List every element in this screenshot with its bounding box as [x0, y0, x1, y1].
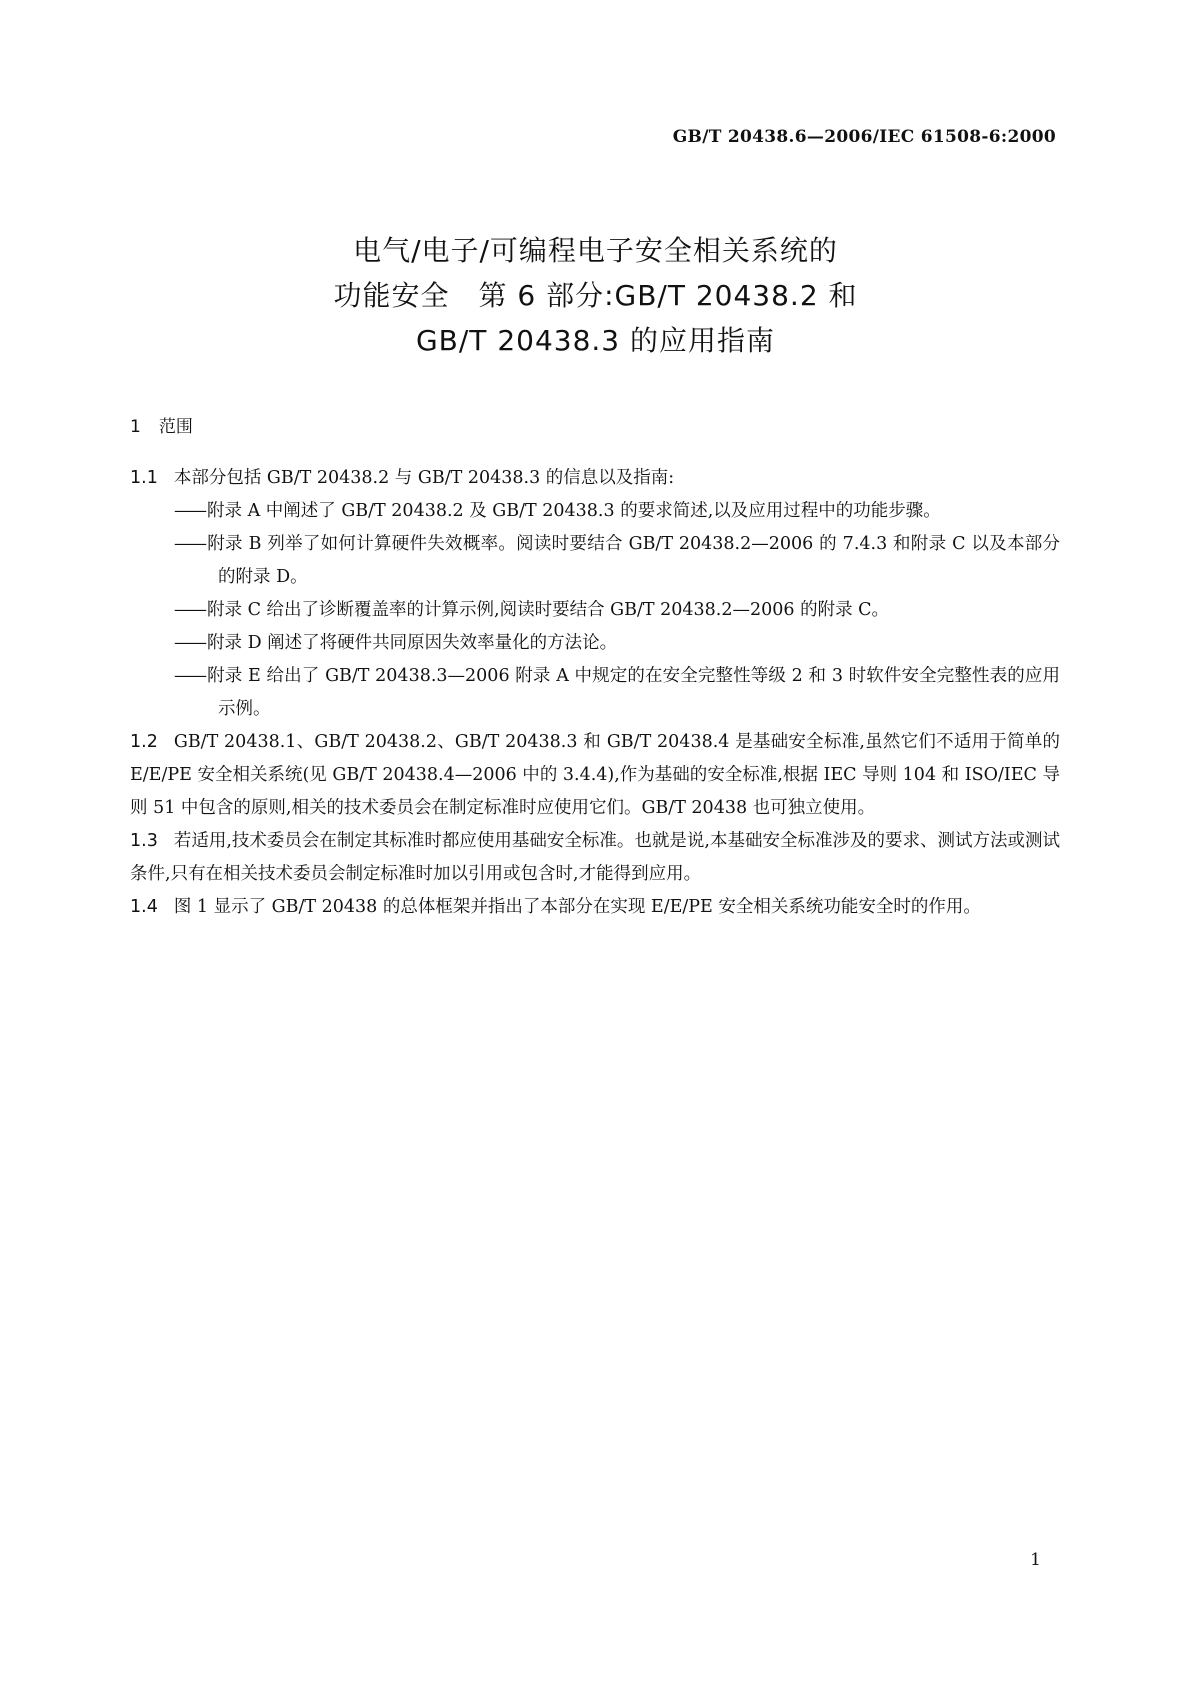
list-item [174, 594, 1060, 627]
title-line-3: GB/T 20438.3 的应用指南 [415, 324, 776, 357]
dash-marker: —— [174, 666, 205, 686]
list-item-text: 附录 A 中阐述了 GB/T 20438.2 及 GB/T 20438.3 的要求简述,以及应用过程中的功能步骤。 [207, 501, 941, 521]
clause-text: 若适用,技术委员会在制定其标准时都应使用基础安全标准。也就是说,本基础安全标准涉及的要求、测试方法或测试条件,只有在相关技术委员会制定标准时加以引用或包含时,才能得到应用。 [130, 831, 1060, 884]
dash-marker: —— [174, 534, 205, 554]
title-line-2: 功能安全 第 6 部分:GB/T 20438.2 和 [333, 279, 858, 312]
document-body [130, 462, 1060, 924]
clause-1-4 [130, 891, 1060, 924]
list-item [174, 627, 1060, 660]
list-item [174, 495, 1060, 528]
dash-marker: —— [174, 633, 205, 653]
clause-number: 1.4 [130, 897, 158, 917]
clause-number: 1.1 [130, 468, 158, 488]
clause-1-2 [130, 726, 1060, 825]
dash-marker: —— [174, 600, 205, 620]
list-item [174, 660, 1060, 726]
clause-number: 1.3 [130, 831, 158, 851]
section-title: 范围 [158, 417, 193, 437]
section-heading [130, 412, 193, 437]
list-item-text: 附录 D 阐述了将硬件共同原因失效率量化的方法论。 [207, 633, 618, 653]
page-number: 1 [1030, 1550, 1041, 1570]
list-item-text: 附录 C 给出了诊断覆盖率的计算示例,阅读时要结合 GB/T 20438.2—2006 的附录 C。 [207, 600, 890, 620]
document-title [0, 228, 1191, 363]
dash-marker: —— [174, 501, 205, 521]
clause-1-3 [130, 825, 1060, 891]
clause-1-1 [130, 462, 1060, 495]
title-line-1: 电气/电子/可编程电子安全相关系统的 [353, 234, 838, 267]
clause-text: 本部分包括 GB/T 20438.2 与 GB/T 20438.3 的信息以及指南: [173, 468, 675, 488]
standard-code: GB/T 20438.6—2006/IEC 61508-6:2000 [672, 127, 1056, 147]
list-item-text: 附录 E 给出了 GB/T 20438.3—2006 附录 A 中规定的在安全完整性等级 2 和 3 时软件安全完整性表的应用示例。 [207, 666, 1060, 719]
list-item-text: 附录 B 列举了如何计算硬件失效概率。阅读时要结合 GB/T 20438.2—2006 的 7.4.3 和附录 C 以及本部分的附录 D。 [207, 534, 1060, 587]
section-number: 1 [130, 417, 141, 437]
clause-text: 图 1 显示了 GB/T 20438 的总体框架并指出了本部分在实现 E/E/PE 安全相关系统功能安全时的作用。 [173, 897, 981, 917]
list-item [174, 528, 1060, 594]
clause-text: GB/T 20438.1、GB/T 20438.2、GB/T 20438.3 和 GB/T 20438.4 是基础安全标准,虽然它们不适用于简单的 E/E/PE 安全相关系统(见 GB/T 20438.4—2006 中的 3.4.4),作为基础的安全标准,根据 IEC 导则 104 和 ISO/IEC 导则 51 中包含的原则,相关的技术委员会在制定标准时应使用它们。GB/T 20438 也可独立使用。 [130, 732, 1060, 818]
clause-number: 1.2 [130, 732, 158, 752]
